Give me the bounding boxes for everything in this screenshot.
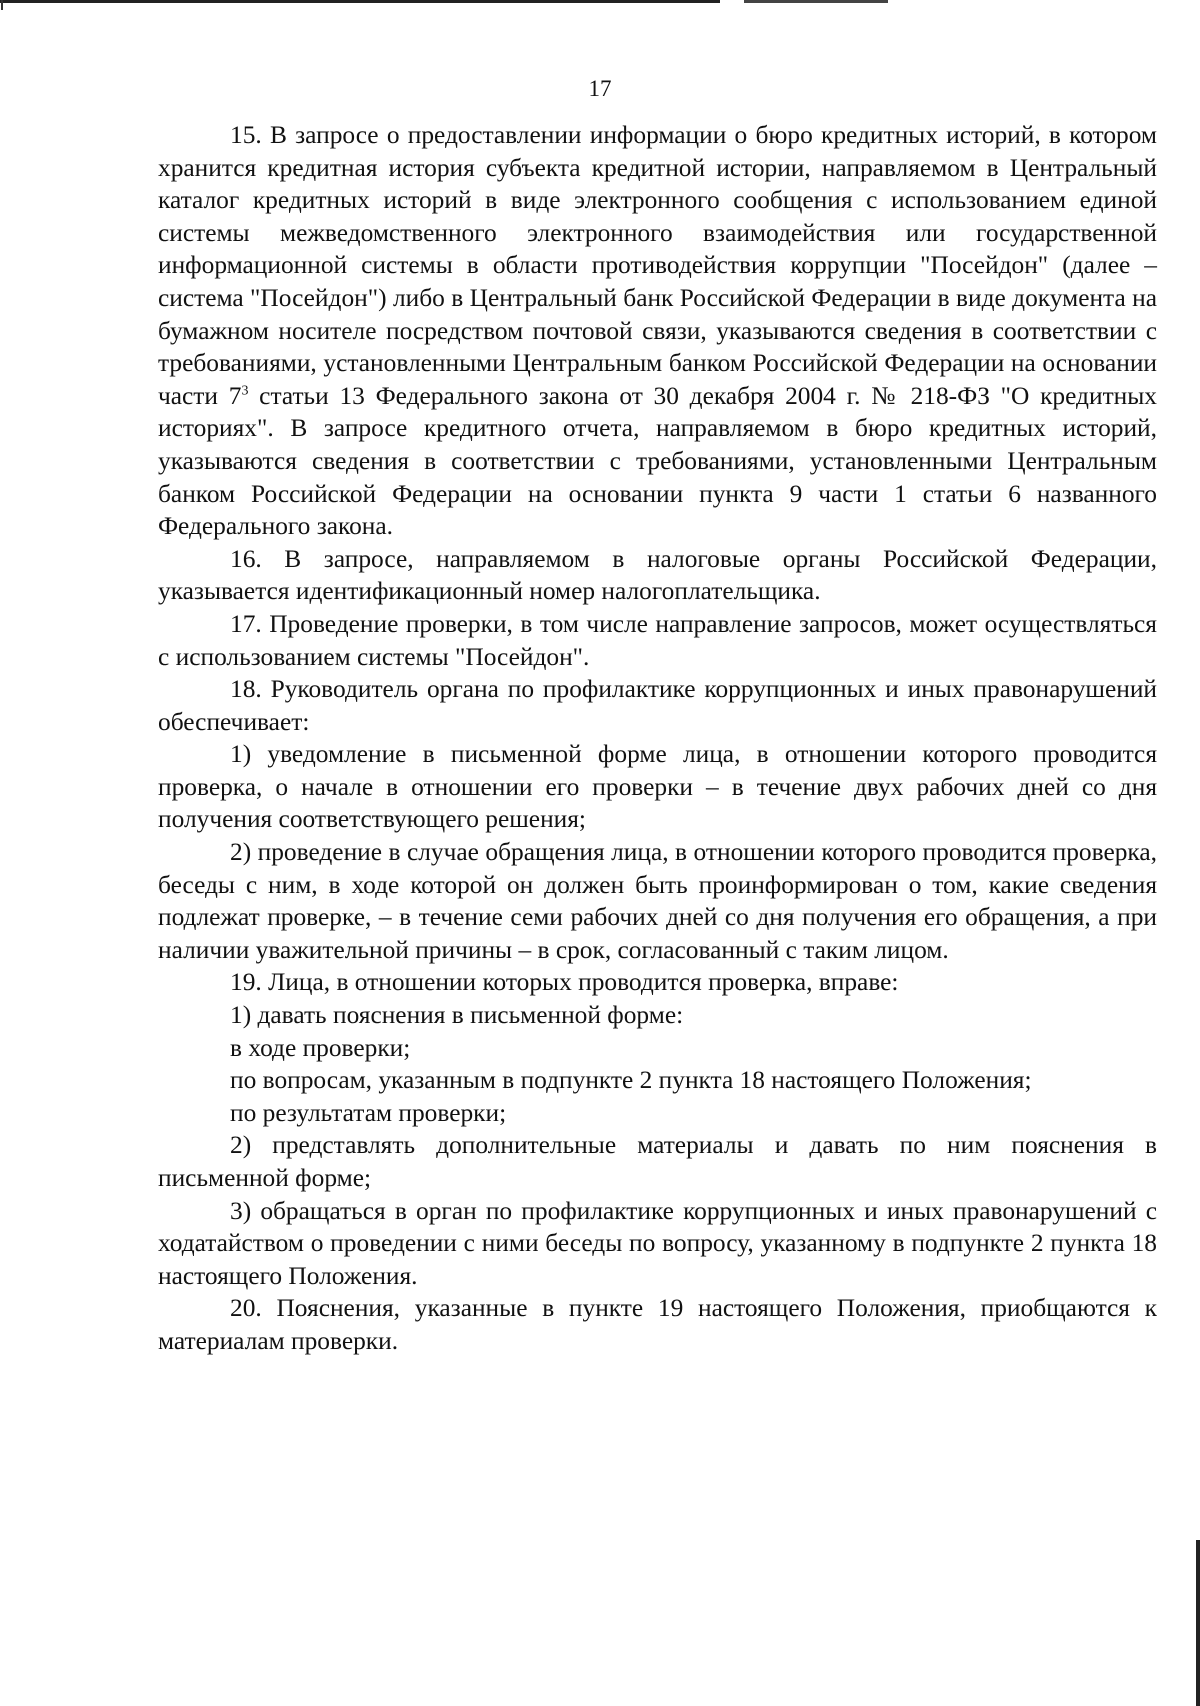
paragraph-16: 16. В запросе, направляемом в налоговые органы Российской Федерации, указывается идентификационный номер налогоплательщика. bbox=[158, 544, 1157, 606]
paragraph-19-item-1b: по вопросам, указанным в подпункте 2 пункта 18 настоящего Положения; bbox=[230, 1066, 1032, 1095]
paragraph-17: 17. Проведение проверки, в том числе направление запросов, может осуществляться с использованием системы "Посейдон". bbox=[158, 609, 1157, 671]
superscript: 3 bbox=[241, 383, 249, 399]
paragraph-15 bbox=[158, 119, 1157, 543]
scan-edge-top bbox=[0, 0, 1200, 3]
scan-edge-right bbox=[1196, 1540, 1200, 1706]
scan-edge-mark bbox=[1, 0, 3, 10]
paragraph-19-item-1a: в ходе проверки; bbox=[230, 1033, 411, 1062]
paragraph-15-part-b: статьи 13 Федерального закона от 30 декабря 2004 г. № 218-ФЗ "О кредитных историях". В запросе кредитного отчета, направляемом в бюро кредитных историй, указываются сведения в соответствии с требованиями, установленными Центральным банком Российской Федерации на основании пункта 9 части 1 статьи 6 названного Федерального закона. bbox=[158, 381, 1158, 541]
paragraph-18: 18. Руководитель органа по профилактике коррупционных и иных правонарушений обеспечивает: bbox=[158, 675, 1157, 736]
page-number: 17 bbox=[588, 76, 612, 101]
paragraph-19-item-1c: по результатам проверки; bbox=[230, 1098, 507, 1127]
paragraph-15-part-a: 15. В запросе о предоставлении информации о бюро кредитных историй, в котором хранится кредитная история субъекта кредитной истории, направляемом в Центральный каталог кредитных историй в виде электронного сообщения с использованием единой системы межведомственного электронного взаимодействия или государственной информационной системы в области противодействия коррупции "Посейдон" (далее – система "Посейдон") либо в Центральный банк Российской Федерации в виде документа на бумажном носителе посредством почтовой связи, указываются сведения в соответствии с требованиями, установленными Центральным банком Российской Федерации на основании части 7 bbox=[158, 121, 1157, 410]
paragraph-18-item-2: 2) проведение в случае обращения лица, в отношении которого проводится проверка, беседы с ним, в ходе которой он должен быть проинформирован о том, какие сведения подлежат проверке, – в течение семи рабочих дней со дня получения его обращения, а при наличии уважительной причины – в срок, согласованный с таким лицом. bbox=[158, 838, 1157, 964]
paragraph-19-item-1: 1) давать пояснения в письменной форме: bbox=[230, 1001, 684, 1030]
paragraph-19-item-2: 2) представлять дополнительные материалы и давать по ним пояснения в письменной форме; bbox=[158, 1131, 1157, 1192]
document-body bbox=[158, 119, 1157, 1358]
paragraph-19-item-3: 3) обращаться в орган по профилактике коррупционных и иных правонарушений с ходатайством о проведении с ними беседы по вопросу, указанному в подпункте 2 пункта 18 настоящего Положения. bbox=[158, 1196, 1157, 1290]
paragraph-18-item-1: 1) уведомление в письменной форме лица, в отношении которого проводится проверка, о начале в отношении его проверки – в течение двух рабочих дней со дня получения соответствующего решения; bbox=[158, 740, 1157, 834]
paragraph-19: 19. Лица, в отношении которых проводится проверка, вправе: bbox=[230, 968, 899, 997]
paragraph-20: 20. Пояснения, указанные в пункте 19 настоящего Положения, приобщаются к материалам проверки. bbox=[158, 1294, 1157, 1355]
